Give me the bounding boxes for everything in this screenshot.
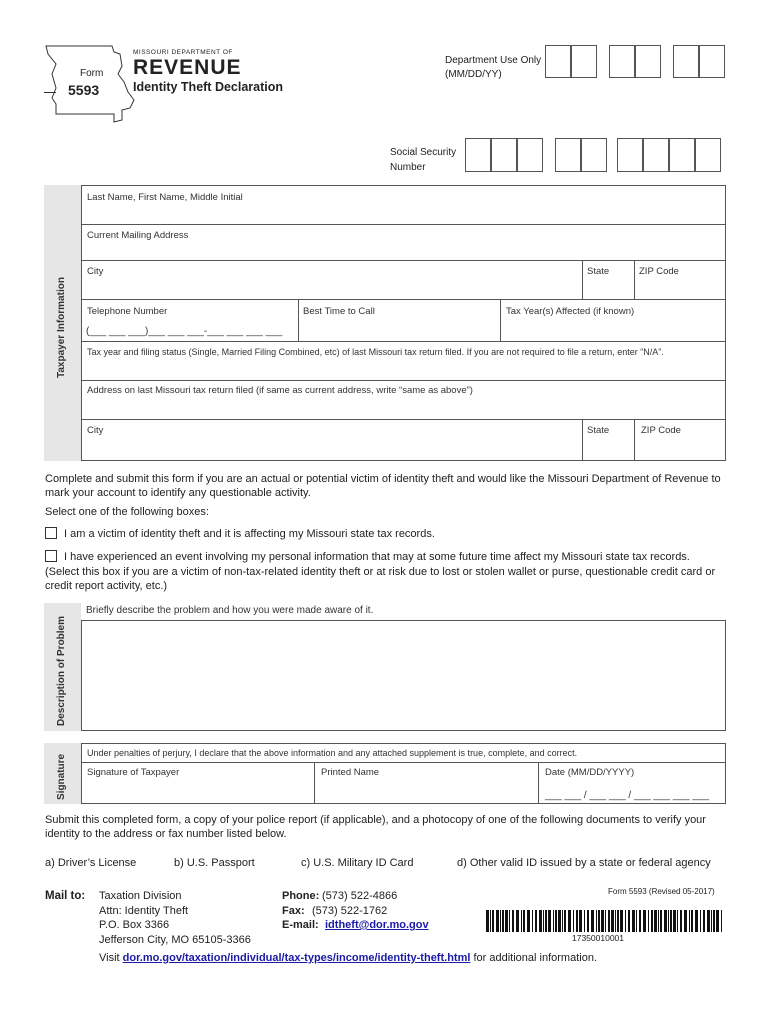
- name-field-label: Last Name, First Name, Middle Initial: [87, 192, 243, 203]
- ssn-digit-box[interactable]: [517, 138, 543, 172]
- barcode-bar: [615, 910, 616, 932]
- dept-date-box: [673, 45, 699, 78]
- barcode-bar: [654, 910, 657, 932]
- signature-input[interactable]: [82, 780, 313, 803]
- phone-label: Phone:: [282, 890, 320, 902]
- barcode-bar: [539, 910, 542, 932]
- problem-prompt: Briefly describe the problem and how you were made aware of it.: [86, 605, 374, 616]
- mail-address-line4: Jefferson City, MO 65105-3366: [99, 934, 251, 946]
- barcode-bar: [620, 910, 623, 932]
- zip2-label: ZIP Code: [641, 425, 681, 436]
- date-label: Date (MM/DD/YYYY): [545, 767, 635, 778]
- barcode-bar: [639, 910, 641, 932]
- printed-name-input[interactable]: [315, 780, 537, 803]
- barcode-bar: [521, 910, 522, 932]
- barcode-bar: [628, 910, 630, 932]
- ssn-label-2: Number: [390, 162, 426, 173]
- barcode-bar: [707, 910, 710, 932]
- mailing-address-input[interactable]: [82, 242, 725, 259]
- barcode-bar: [596, 910, 597, 932]
- barcode-bar: [673, 910, 676, 932]
- dept-date-box: [699, 45, 725, 78]
- barcode-bar: [555, 910, 557, 932]
- form-revision: Form 5593 (Revised 05-2017): [608, 887, 715, 896]
- option1-label: I am a victim of identity theft and it is affecting my Missouri state tax records.: [64, 528, 435, 540]
- barcode-bar: [558, 910, 561, 932]
- barcode-bar: [605, 910, 606, 932]
- city-label: City: [87, 266, 104, 277]
- email-link[interactable]: idtheft@dor.mo.gov: [325, 919, 429, 931]
- telephone-label: Telephone Number: [87, 306, 168, 317]
- barcode-bar: [527, 910, 530, 932]
- id-option-c: c) U.S. Military ID Card: [301, 857, 414, 869]
- barcode-bar: [689, 910, 690, 932]
- form-label: Form: [80, 68, 104, 79]
- instructions-paragraph: Complete and submit this form if you are an actual or potential victim of identity theft and would like the Missouri Department of Revenue to mark your account to identify any questionable activity.: [45, 473, 721, 499]
- barcode-bar: [532, 910, 533, 932]
- printed-name-label: Printed Name: [321, 767, 380, 778]
- option2-label: I have experienced an event involving my personal information that may at some future time affect my Missouri state tax records.: [64, 551, 690, 563]
- barcode-bar: [535, 910, 537, 932]
- barcode-image: [486, 910, 724, 932]
- fax-number: (573) 522-1762: [312, 905, 388, 917]
- option2-note: (Select this box if you are a victim of non-tax-related identity theft or at risk due to lost or stolen wallet or purse, questionable credit card or credit report activity, etc.): [45, 566, 716, 592]
- mailing-address-label: Current Mailing Address: [87, 230, 189, 241]
- barcode-bar: [608, 910, 610, 932]
- barcode-bar: [512, 910, 514, 932]
- signature-label: Signature of Taxpayer: [87, 767, 180, 778]
- barcode-bar: [636, 910, 637, 932]
- mail-address-line1: Taxation Division: [99, 890, 182, 902]
- city2-label: City: [87, 425, 104, 436]
- barcode-bar: [591, 910, 594, 932]
- last-address-label: Address on last Missouri tax return filed (if same as current address, write “same as above”): [87, 385, 473, 396]
- ssn-digit-box[interactable]: [617, 138, 643, 172]
- phone-number: (573) 522-4866: [322, 890, 398, 902]
- mail-address-line3: P.O. Box 3366: [99, 919, 170, 931]
- mail-to-label: Mail to:: [45, 890, 86, 902]
- barcode-bar: [617, 910, 619, 932]
- signature-section-label: Signature: [56, 753, 67, 800]
- barcode-bar: [492, 910, 494, 932]
- barcode-bar: [496, 910, 499, 932]
- dept-date-box: [545, 45, 571, 78]
- ssn-digit-box[interactable]: [695, 138, 721, 172]
- ssn-digit-box[interactable]: [643, 138, 669, 172]
- barcode-bar: [579, 910, 582, 932]
- visit-suffix: for additional information.: [473, 952, 597, 964]
- barcode-bar: [711, 910, 712, 932]
- mail-address-line2: Attn: Identity Theft: [99, 905, 189, 917]
- barcode-bar: [490, 910, 491, 932]
- barcode-bar: [703, 910, 705, 932]
- barcode-bar: [716, 910, 719, 932]
- barcode-bar: [670, 910, 672, 932]
- ssn-digit-box[interactable]: [465, 138, 491, 172]
- state2-label: State: [587, 425, 610, 436]
- barcode-bar: [680, 910, 682, 932]
- identity-theft-web-link[interactable]: dor.mo.gov/taxation/individual/tax-types/income/identity-theft.html: [122, 952, 471, 964]
- submit-paragraph: Submit this completed form, a copy of your police report (if applicable), and a photocopy of one of the following documents to verify your identity to the address or fax number listed below.: [45, 814, 706, 840]
- barcode-bar: [695, 910, 698, 932]
- date-input[interactable]: ___ ___ / ___ ___ / ___ ___ ___ ___: [545, 790, 710, 801]
- perjury-statement: Under penalties of perjury, I declare that the above information and any attached supplement is true, complete, and correct.: [87, 748, 578, 758]
- filing-status-label: Tax year and filing status (Single, Married Filing Combined, etc) of last Missouri tax return filed. If you are not required to file a return, enter “N/A”.: [87, 347, 664, 357]
- barcode-bar: [576, 910, 578, 932]
- barcode-bar: [664, 910, 667, 932]
- visit-line: [99, 951, 597, 965]
- barcode-bar: [651, 910, 653, 932]
- victim-affecting-checkbox[interactable]: [45, 527, 57, 539]
- barcode-bar: [486, 910, 489, 932]
- barcode-bar: [668, 910, 669, 932]
- id-option-b: b) U.S. Passport: [174, 857, 255, 869]
- barcode-bar: [658, 910, 659, 932]
- barcode-bar: [562, 910, 563, 932]
- barcode-bar: [648, 910, 649, 932]
- barcode-bar: [691, 910, 693, 932]
- dept-small-text: MISSOURI DEPARTMENT OF: [133, 49, 233, 56]
- problem-description-textarea[interactable]: [81, 620, 726, 731]
- barcode-bar: [684, 910, 687, 932]
- barcode-bar: [502, 910, 504, 932]
- barcode-bar: [543, 910, 544, 932]
- barcode-bar: [632, 910, 635, 932]
- barcode-bar: [573, 910, 574, 932]
- tax-years-label: Tax Year(s) Affected (if known): [506, 306, 635, 317]
- barcode-bar: [625, 910, 626, 932]
- telephone-input[interactable]: (___ ___ ___)___ ___ ___-___ ___ ___ ___: [86, 326, 283, 337]
- barcode-bar: [660, 910, 662, 932]
- barcode-number: 17350010001: [572, 933, 625, 943]
- email-label: E-mail:: [282, 919, 319, 931]
- barcode-bar: [700, 910, 701, 932]
- zip-label: ZIP Code: [639, 266, 679, 277]
- form-number: 5593: [68, 82, 100, 98]
- ssn-label: Social Security: [390, 147, 457, 158]
- ssn-digit-box[interactable]: [491, 138, 517, 172]
- future-risk-checkbox[interactable]: [45, 550, 57, 562]
- barcode-bar: [553, 910, 554, 932]
- ssn-digit-box[interactable]: [669, 138, 695, 172]
- barcode-bar: [721, 910, 722, 932]
- barcode-bar: [509, 910, 510, 932]
- visit-prefix: Visit: [99, 952, 120, 964]
- barcode-bar: [643, 910, 646, 932]
- id-option-d: d) Other valid ID issued by a state or federal agency: [457, 857, 711, 869]
- dept-use-format: (MM/DD/YY): [445, 69, 502, 80]
- page-title: Identity Theft Declaration: [133, 80, 284, 94]
- problem-section-label: Description of Problem: [56, 615, 67, 726]
- barcode-bar: [568, 910, 571, 932]
- barcode-bar: [564, 910, 566, 932]
- barcode-bar: [677, 910, 678, 932]
- ssn-digit-box[interactable]: [581, 138, 607, 172]
- header-dash: [44, 92, 56, 93]
- barcode-bar: [584, 910, 585, 932]
- dept-date-box: [609, 45, 635, 78]
- barcode-bar: [545, 910, 547, 932]
- barcode-bar: [516, 910, 519, 932]
- dept-logo-text: REVENUE: [133, 56, 242, 79]
- barcode-bar: [601, 910, 604, 932]
- best-time-label: Best Time to Call: [303, 306, 375, 317]
- fax-label: Fax:: [282, 905, 305, 917]
- id-option-a: a) Driver’s License: [45, 857, 137, 869]
- ssn-digit-box[interactable]: [555, 138, 581, 172]
- barcode-bar: [587, 910, 589, 932]
- name-input[interactable]: [82, 204, 725, 223]
- barcode-bar: [713, 910, 715, 932]
- dept-date-box: [571, 45, 597, 78]
- select-line: Select one of the following boxes:: [45, 506, 209, 518]
- barcode-bar: [505, 910, 508, 932]
- barcode-bar: [598, 910, 600, 932]
- barcode-bar: [548, 910, 551, 932]
- barcode-bar: [500, 910, 501, 932]
- barcode-bar: [523, 910, 525, 932]
- dept-use-label: Department Use Only: [445, 55, 542, 66]
- barcode-bar: [611, 910, 614, 932]
- taxpayer-section-label: Taxpayer Information: [56, 277, 67, 378]
- state-label: State: [587, 266, 610, 277]
- dept-date-box: [635, 45, 661, 78]
